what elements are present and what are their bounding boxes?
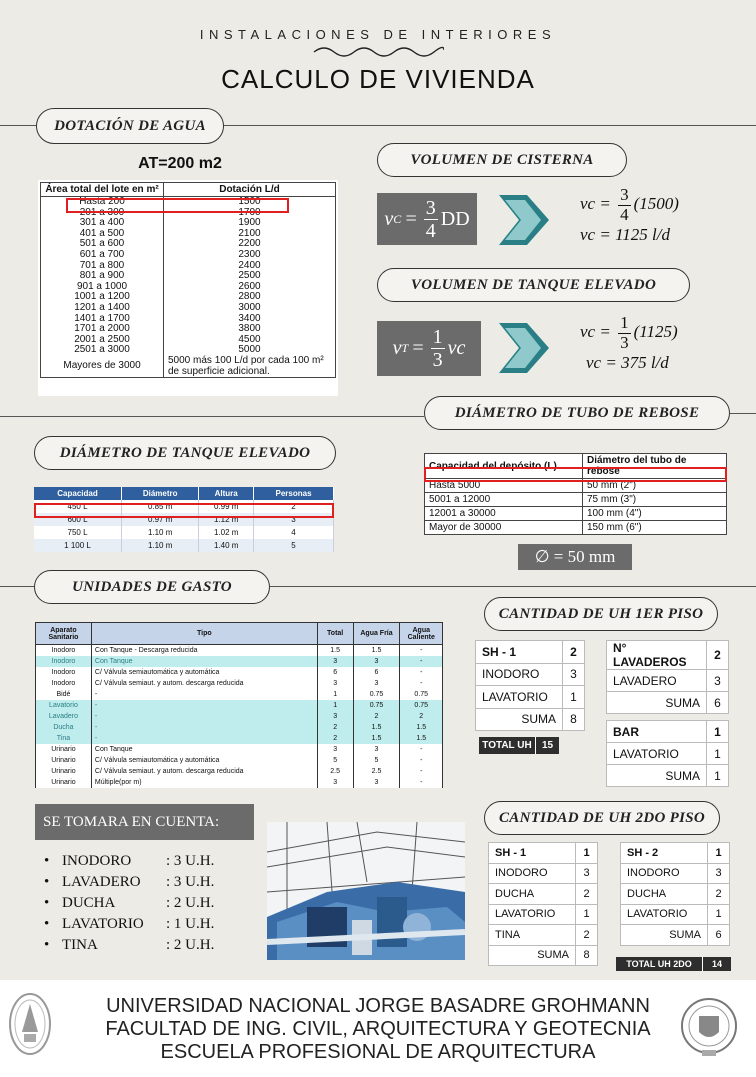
table-cell: Urinario xyxy=(36,744,92,755)
table-cell: Lavadero xyxy=(36,711,92,722)
table-cell: 150 mm (6") xyxy=(583,521,727,535)
dotacion-col1: Área total del lote en m² xyxy=(41,183,164,197)
table-row xyxy=(41,356,336,378)
table-cell: 3800 xyxy=(238,323,261,335)
table-cell: 2300 xyxy=(238,248,261,260)
table-cell: 3 xyxy=(317,656,353,667)
rebose-result: ∅ = 50 mm xyxy=(518,544,632,570)
table-cell: 1001 a 1200 xyxy=(41,292,164,303)
table-row xyxy=(36,689,443,700)
rebose-pill: DIÁMETRO DE TUBO DE REBOSE xyxy=(424,396,730,430)
table-cell: 5 xyxy=(353,755,400,766)
table-cell: Tina xyxy=(36,733,92,744)
table-cell: 2 xyxy=(708,884,730,905)
table-cell: N° LAVADEROS xyxy=(607,641,707,670)
table-cell: LAVATORIO xyxy=(621,904,708,925)
table-cell: 3 xyxy=(708,863,730,884)
table-cell: 6 xyxy=(353,667,400,678)
diam-tanque-pill: DIÁMETRO DE TANQUE ELEVADO xyxy=(34,436,336,470)
table-row xyxy=(36,700,443,711)
table-cell: TINA xyxy=(489,925,576,946)
piso2-sh1-table xyxy=(488,842,598,966)
list-item-label: INODORO xyxy=(62,853,132,869)
table-header: Aparato Sanitario xyxy=(36,623,92,645)
table-row xyxy=(476,663,585,686)
table-row xyxy=(36,777,443,788)
table-cell: 2800 xyxy=(238,291,261,303)
divider xyxy=(730,413,756,414)
table-row xyxy=(36,645,443,657)
table-cell: - xyxy=(91,722,317,733)
rebose-table xyxy=(424,453,727,535)
table-row xyxy=(36,667,443,678)
table-cell: - xyxy=(400,667,443,678)
table-cell: 501 a 600 xyxy=(41,239,164,250)
table-cell: 3 xyxy=(317,711,353,722)
piso1-total: TOTAL UH 15 xyxy=(479,737,559,754)
table-cell: - xyxy=(91,733,317,744)
page-title: CALCULO DE VIVIENDA xyxy=(221,64,535,94)
table-cell: 0.75 xyxy=(400,689,443,700)
piso2-pill: CANTIDAD DE UH 2DO PISO xyxy=(484,801,720,835)
table-row xyxy=(621,884,730,905)
table-cell: LAVATORIO xyxy=(607,743,707,765)
table-cell: - xyxy=(400,755,443,766)
table-header: Total xyxy=(317,623,353,645)
table-cell: 1 xyxy=(576,843,598,864)
table-cell: 2100 xyxy=(238,227,261,239)
table-cell: 1 xyxy=(707,743,729,765)
table-cell: Inodoro xyxy=(36,645,92,657)
table-cell: 2001 a 2500 xyxy=(41,335,164,346)
table-cell: 0.99 m xyxy=(199,500,254,513)
table-cell: 3 xyxy=(353,678,400,689)
tanque-result: vc = $\frac{1}{3}$ (1125) vc = 375 l/d xyxy=(580,313,678,373)
table-row xyxy=(36,733,443,744)
table-cell: Con Tanque - Descarga reducida xyxy=(91,645,317,657)
list-item-value: : 1 U.H. xyxy=(166,916,215,932)
formula-fraction: $\frac{3}{4}$ xyxy=(425,196,436,242)
highlight-box xyxy=(424,467,727,482)
table-cell: Múltiple(por m) xyxy=(91,777,317,788)
table-row xyxy=(621,904,730,925)
table-cell: C/ Válvula semiaut. y autom. descarga reducida xyxy=(91,766,317,777)
gasto-pill: UNIDADES DE GASTO xyxy=(34,570,270,604)
table-cell: 1.5 xyxy=(317,645,353,657)
table-cell: 1 xyxy=(707,765,729,787)
table-cell: LAVADERO xyxy=(607,670,707,692)
table-cell: 2 xyxy=(400,711,443,722)
footer-line3: ESCUELA PROFESIONAL DE ARQUITECTURA xyxy=(160,1041,596,1063)
table-cell: 801 a 900 xyxy=(41,271,164,282)
table-row xyxy=(425,507,727,521)
table-row xyxy=(425,493,727,507)
table-row xyxy=(476,686,585,709)
area-label: AT=200 m2 xyxy=(138,155,222,172)
table-cell: 901 a 1000 xyxy=(41,282,164,293)
table-row xyxy=(36,711,443,722)
table-cell: SH - 1 xyxy=(489,843,576,864)
table-row xyxy=(607,692,729,714)
bullet-icon: • xyxy=(44,853,50,869)
table-cell: - xyxy=(91,689,317,700)
table-row xyxy=(621,863,730,884)
table-cell: C/ Válvula semiautomática y automática xyxy=(91,755,317,766)
table-cell: 2 xyxy=(707,641,729,670)
table-row xyxy=(489,863,598,884)
table-cell: 12001 a 30000 xyxy=(425,507,583,521)
table-row xyxy=(36,766,443,777)
table-cell: 5001 a 12000 xyxy=(425,493,583,507)
table-cell: SUMA xyxy=(607,692,707,714)
table-cell: Urinario xyxy=(36,755,92,766)
table-header: Personas xyxy=(254,487,334,500)
list-item-label: DUCHA xyxy=(62,895,116,911)
table-cell: 5000 más 100 L/d por cada 100 m² de superficie adicional. xyxy=(168,354,324,377)
cisterna-pill: VOLUMEN DE CISTERNA xyxy=(377,143,627,177)
table-cell: 2 xyxy=(576,884,598,905)
table-cell: 1401 a 1700 xyxy=(41,314,164,325)
piso1-sh1-table xyxy=(475,640,585,731)
table-cell: 3000 xyxy=(238,301,261,313)
table-cell: 8 xyxy=(563,708,585,731)
cisterna-result: vc = $\frac{3}{4}$ (1500) vc = 1125 l/d xyxy=(580,185,679,245)
table-cell: 3 xyxy=(317,678,353,689)
table-cell: C/ Válvula semiautomática y automática xyxy=(91,667,317,678)
table-cell: 1 xyxy=(708,843,730,864)
table-cell: 1.40 m xyxy=(199,539,254,552)
table-cell: - xyxy=(400,777,443,788)
table-header: Tipo xyxy=(91,623,317,645)
table-cell: BAR xyxy=(607,721,707,743)
table-row xyxy=(489,925,598,946)
table-cell: 1 xyxy=(317,700,353,711)
table-row xyxy=(607,641,729,670)
gasto-table xyxy=(35,622,443,788)
table-cell: 8 xyxy=(576,945,598,966)
table-cell: SUMA xyxy=(607,765,707,787)
table-cell: 1700 xyxy=(238,206,261,218)
table-row xyxy=(34,539,334,552)
table-cell: Inodoro xyxy=(36,678,92,689)
table-row xyxy=(607,743,729,765)
table-cell: 3 xyxy=(576,863,598,884)
table-cell: 1.5 xyxy=(353,645,400,657)
table-cell: INODORO xyxy=(489,863,576,884)
table-cell: Mayor de 30000 xyxy=(425,521,583,535)
table-cell: Urinario xyxy=(36,777,92,788)
list-item xyxy=(44,851,214,872)
list-item xyxy=(44,872,214,893)
footer xyxy=(0,980,756,1077)
table-cell: 3 xyxy=(353,744,400,755)
table-cell: 1 xyxy=(708,904,730,925)
table-cell: 600 L xyxy=(34,513,122,526)
bullet-icon: • xyxy=(44,937,50,953)
table-cell: Inodoro xyxy=(36,667,92,678)
table-cell: 0.75 xyxy=(353,689,400,700)
table-cell: 1.12 m xyxy=(199,513,254,526)
table-cell: 1.10 m xyxy=(122,526,199,539)
formula-var: v xyxy=(384,207,394,230)
table-cell: SUMA xyxy=(476,708,563,731)
formula-term: DD xyxy=(440,207,470,230)
tanque-pill: VOLUMEN DE TANQUE ELEVADO xyxy=(377,268,690,302)
cisterna-formula: v C = $\frac{3}{4}$ DD xyxy=(377,193,477,245)
divider xyxy=(0,586,36,587)
table-cell: 3 xyxy=(254,513,334,526)
table-cell: 50 mm (2") xyxy=(583,479,727,493)
list-item-label: LAVATORIO xyxy=(62,916,144,932)
cuenta-list xyxy=(44,851,214,956)
arrow-icon xyxy=(497,321,551,375)
table-cell: - xyxy=(400,645,443,657)
diam-tanque-table xyxy=(34,487,334,552)
pipes-photo xyxy=(267,822,465,960)
table-cell: SH - 2 xyxy=(621,843,708,864)
table-row xyxy=(36,755,443,766)
table-cell: Ducha xyxy=(36,722,92,733)
seal-logo xyxy=(680,994,738,1062)
list-item-value: : 2 U.H. xyxy=(166,937,215,953)
table-cell: 450 L xyxy=(34,500,122,513)
table-cell: - xyxy=(400,766,443,777)
table-cell: DUCHA xyxy=(621,884,708,905)
list-item-value: : 3 U.H. xyxy=(166,853,215,869)
table-row xyxy=(489,945,598,966)
cuenta-title: SE TOMARA EN CUENTA: xyxy=(35,804,254,840)
bullet-icon: • xyxy=(44,895,50,911)
table-cell: Con Tanque xyxy=(91,656,317,667)
table-cell: 3 xyxy=(563,663,585,686)
table-row xyxy=(34,526,334,539)
divider xyxy=(0,125,36,126)
arrow-icon xyxy=(497,193,551,247)
table-row xyxy=(607,721,729,743)
table-cell: 4500 xyxy=(238,333,261,345)
list-item xyxy=(44,935,214,956)
list-item-value: : 2 U.H. xyxy=(166,895,215,911)
table-cell: 2400 xyxy=(238,259,261,271)
table-cell: - xyxy=(400,744,443,755)
table-cell: 2.5 xyxy=(317,766,353,777)
table-cell: 100 mm (4") xyxy=(583,507,727,521)
table-row xyxy=(621,925,730,946)
bullet-icon: • xyxy=(44,874,50,890)
table-cell: INODORO xyxy=(621,863,708,884)
table-cell: Con Tanque xyxy=(91,744,317,755)
table-cell: 2 xyxy=(317,722,353,733)
table-cell: - xyxy=(91,711,317,722)
table-cell: INODORO xyxy=(476,663,563,686)
table-cell: 2501 a 3000 xyxy=(41,345,164,356)
table-row xyxy=(607,670,729,692)
table-cell: LAVATORIO xyxy=(476,686,563,709)
footer-line2: FACULTAD DE ING. CIVIL, ARQUITECTURA Y GEOTECNIA xyxy=(105,1018,651,1040)
table-cell: SUMA xyxy=(621,925,708,946)
table-cell: 2 xyxy=(563,641,585,664)
divider xyxy=(270,586,756,587)
piso2-sh2-table xyxy=(620,842,730,946)
piso2-total: TOTAL UH 2DO 14 xyxy=(616,957,731,971)
table-row xyxy=(607,765,729,787)
table-cell: - xyxy=(400,678,443,689)
table-header: Diámetro xyxy=(122,487,199,500)
list-item-label: LAVADERO xyxy=(62,874,141,890)
list-item-label: TINA xyxy=(62,937,98,953)
table-cell: 1500 xyxy=(238,196,261,207)
rebose-col1: Capacidad del depósito (L) xyxy=(425,454,583,479)
table-cell: 1.5 xyxy=(400,722,443,733)
table-cell: 0.97 m xyxy=(122,513,199,526)
table-cell: 6 xyxy=(707,692,729,714)
table-cell: SUMA xyxy=(489,945,576,966)
table-cell: 5000 xyxy=(238,344,261,356)
table-cell: Urinario xyxy=(36,766,92,777)
piso1-lav-table xyxy=(606,640,729,714)
table-cell: 1 xyxy=(576,904,598,925)
rebose-col2: Diámetro del tubo de rebose xyxy=(583,454,727,479)
dotacion-pill: DOTACIÓN DE AGUA xyxy=(36,108,224,144)
table-cell: 2500 xyxy=(238,270,261,282)
table-cell: 3 xyxy=(707,670,729,692)
table-cell: 1.02 m xyxy=(199,526,254,539)
divider xyxy=(224,125,756,126)
table-header: Agua Fría xyxy=(353,623,400,645)
table-row xyxy=(36,722,443,733)
table-header: Altura xyxy=(199,487,254,500)
table-cell: DUCHA xyxy=(489,884,576,905)
table-cell: 2 xyxy=(576,925,598,946)
table-cell: Hasta 5000 xyxy=(425,479,583,493)
table-cell: 0.85 m xyxy=(122,500,199,513)
highlight-box xyxy=(34,503,334,518)
table-cell: 6 xyxy=(317,667,353,678)
piso1-bar-table xyxy=(606,720,729,787)
table-cell: 0.75 xyxy=(400,700,443,711)
table-cell: 2.5 xyxy=(353,766,400,777)
table-header: Capacidad xyxy=(34,487,122,500)
table-cell: 1 xyxy=(707,721,729,743)
wave-ornament xyxy=(312,43,444,57)
formula-sub: C xyxy=(393,211,402,226)
table-row xyxy=(489,884,598,905)
table-cell: 2 xyxy=(317,733,353,744)
table-cell: 3 xyxy=(353,656,400,667)
table-cell: 701 a 800 xyxy=(41,261,164,272)
table-row xyxy=(476,708,585,731)
table-row xyxy=(489,843,598,864)
tanque-formula: v T = $\frac{1}{3}$ vc xyxy=(377,321,481,376)
table-cell: 301 a 400 xyxy=(41,218,164,229)
table-cell: 1.5 xyxy=(353,733,400,744)
table-cell: 601 a 700 xyxy=(41,250,164,261)
table-cell: - xyxy=(400,656,443,667)
table-cell: 201 a 300 xyxy=(41,208,164,219)
table-cell: 750 L xyxy=(34,526,122,539)
list-item-value: : 3 U.H. xyxy=(166,874,215,890)
table-row xyxy=(489,904,598,925)
table-cell: 2 xyxy=(254,500,334,513)
table-cell: Mayores de 3000 xyxy=(41,356,164,378)
table-row xyxy=(36,678,443,689)
table-cell: 3 xyxy=(317,777,353,788)
table-cell: Lavatorio xyxy=(36,700,92,711)
table-cell: C/ Válvula semiaut. y autom. descarga reducida xyxy=(91,678,317,689)
table-cell: - xyxy=(91,700,317,711)
piso1-pill: CANTIDAD DE UH 1ER PISO xyxy=(484,597,718,631)
divider xyxy=(0,416,424,417)
footer-line1: UNIVERSIDAD NACIONAL JORGE BASADRE GROHMANN xyxy=(106,995,650,1017)
table-cell: Bidé xyxy=(36,689,92,700)
university-logo xyxy=(8,992,52,1056)
table-cell: Inodoro xyxy=(36,656,92,667)
table-cell: 5 xyxy=(317,755,353,766)
table-row xyxy=(41,303,336,314)
table-cell: 1.5 xyxy=(353,722,400,733)
table-row xyxy=(41,250,336,261)
table-cell: 1.5 xyxy=(400,733,443,744)
table-cell: 6 xyxy=(708,925,730,946)
table-row xyxy=(36,656,443,667)
table-cell: 1900 xyxy=(238,217,261,229)
header-subtitle: INSTALACIONES DE INTERIORES xyxy=(199,27,557,42)
highlight-box xyxy=(66,198,289,213)
table-cell: 2600 xyxy=(238,280,261,292)
bullet-icon: • xyxy=(44,916,50,932)
table-cell: 3 xyxy=(353,777,400,788)
table-row xyxy=(425,521,727,535)
table-cell: 3 xyxy=(317,744,353,755)
table-row xyxy=(621,843,730,864)
table-cell: 2 xyxy=(353,711,400,722)
table-cell: 4 xyxy=(254,526,334,539)
table-cell: 401 a 500 xyxy=(41,229,164,240)
table-cell: 1 xyxy=(563,686,585,709)
table-cell: 75 mm (3") xyxy=(583,493,727,507)
table-cell: 1 xyxy=(317,689,353,700)
table-cell: SH - 1 xyxy=(476,641,563,664)
list-item xyxy=(44,893,214,914)
table-cell: Hasta 200 xyxy=(41,197,164,208)
table-cell: 2200 xyxy=(238,238,261,250)
table-row xyxy=(476,641,585,664)
table-cell: 1701 a 2000 xyxy=(41,324,164,335)
table-cell: 5 xyxy=(254,539,334,552)
table-header: Agua Caliente xyxy=(400,623,443,645)
table-cell: 1201 a 1400 xyxy=(41,303,164,314)
table-cell: 3400 xyxy=(238,312,261,324)
table-row xyxy=(36,744,443,755)
list-item xyxy=(44,914,214,935)
table-cell: 1.10 m xyxy=(122,539,199,552)
table-cell: 0.75 xyxy=(353,700,400,711)
table-cell: LAVATORIO xyxy=(489,904,576,925)
dotacion-col2: Dotación L/d xyxy=(164,183,336,197)
table-cell: 1 100 L xyxy=(34,539,122,552)
